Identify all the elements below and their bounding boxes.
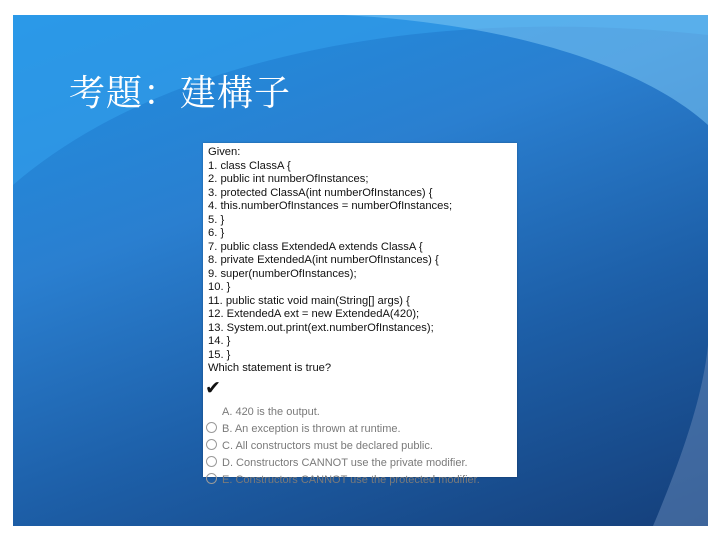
code-line: 9. super(numberOfInstances); <box>208 267 357 280</box>
code-line: 13. System.out.print(ext.numberOfInstances); <box>208 321 434 334</box>
question-prompt: Which statement is true? <box>208 362 332 374</box>
option-label: E. Constructors CANNOT use the protected modifier. <box>222 474 480 486</box>
radio-icon <box>206 439 217 450</box>
radio-icon <box>206 456 217 467</box>
code-line: 12. ExtendedA ext = new ExtendedA(420); <box>208 308 420 320</box>
question-image <box>203 143 517 486</box>
code-line: 14. } <box>208 335 231 347</box>
code-line: 8. private ExtendedA(int numberOfInstances) { <box>208 254 439 266</box>
given-label: Given: <box>208 146 241 158</box>
code-line: 4. this.numberOfInstances = numberOfInstances; <box>208 200 453 212</box>
code-line: 7. public class ExtendedA extends ClassA { <box>208 240 423 253</box>
radio-icon <box>206 473 217 484</box>
option-b[interactable] <box>206 422 401 436</box>
code-line: 1. class ClassA { <box>208 159 291 172</box>
code-line: 11. public static void main(String[] args) { <box>208 294 410 307</box>
code-line: 3. protected ClassA(int numberOfInstances) { <box>208 186 433 199</box>
option-label: B. An exception is thrown at runtime. <box>222 423 401 435</box>
code-line: 2. public int numberOfInstances; <box>208 173 369 185</box>
option-label: C. All constructors must be declared public. <box>222 440 433 452</box>
option-label: A. 420 is the output. <box>222 406 320 418</box>
code-line: 5. } <box>208 213 225 226</box>
checkmark-icon: ✔ <box>205 377 221 399</box>
option-c[interactable] <box>206 439 433 453</box>
code-line: 10. } <box>208 281 231 293</box>
code-line: 6. } <box>208 227 225 239</box>
slide-title: 考題：建構子 <box>69 73 292 114</box>
radio-icon <box>206 422 217 433</box>
option-a[interactable] <box>206 405 320 419</box>
code-line: 15. } <box>208 348 231 361</box>
option-d[interactable] <box>206 456 468 470</box>
slide-background <box>13 15 708 526</box>
option-e[interactable] <box>206 473 480 487</box>
option-label: D. Constructors CANNOT use the private modifier. <box>222 457 468 469</box>
